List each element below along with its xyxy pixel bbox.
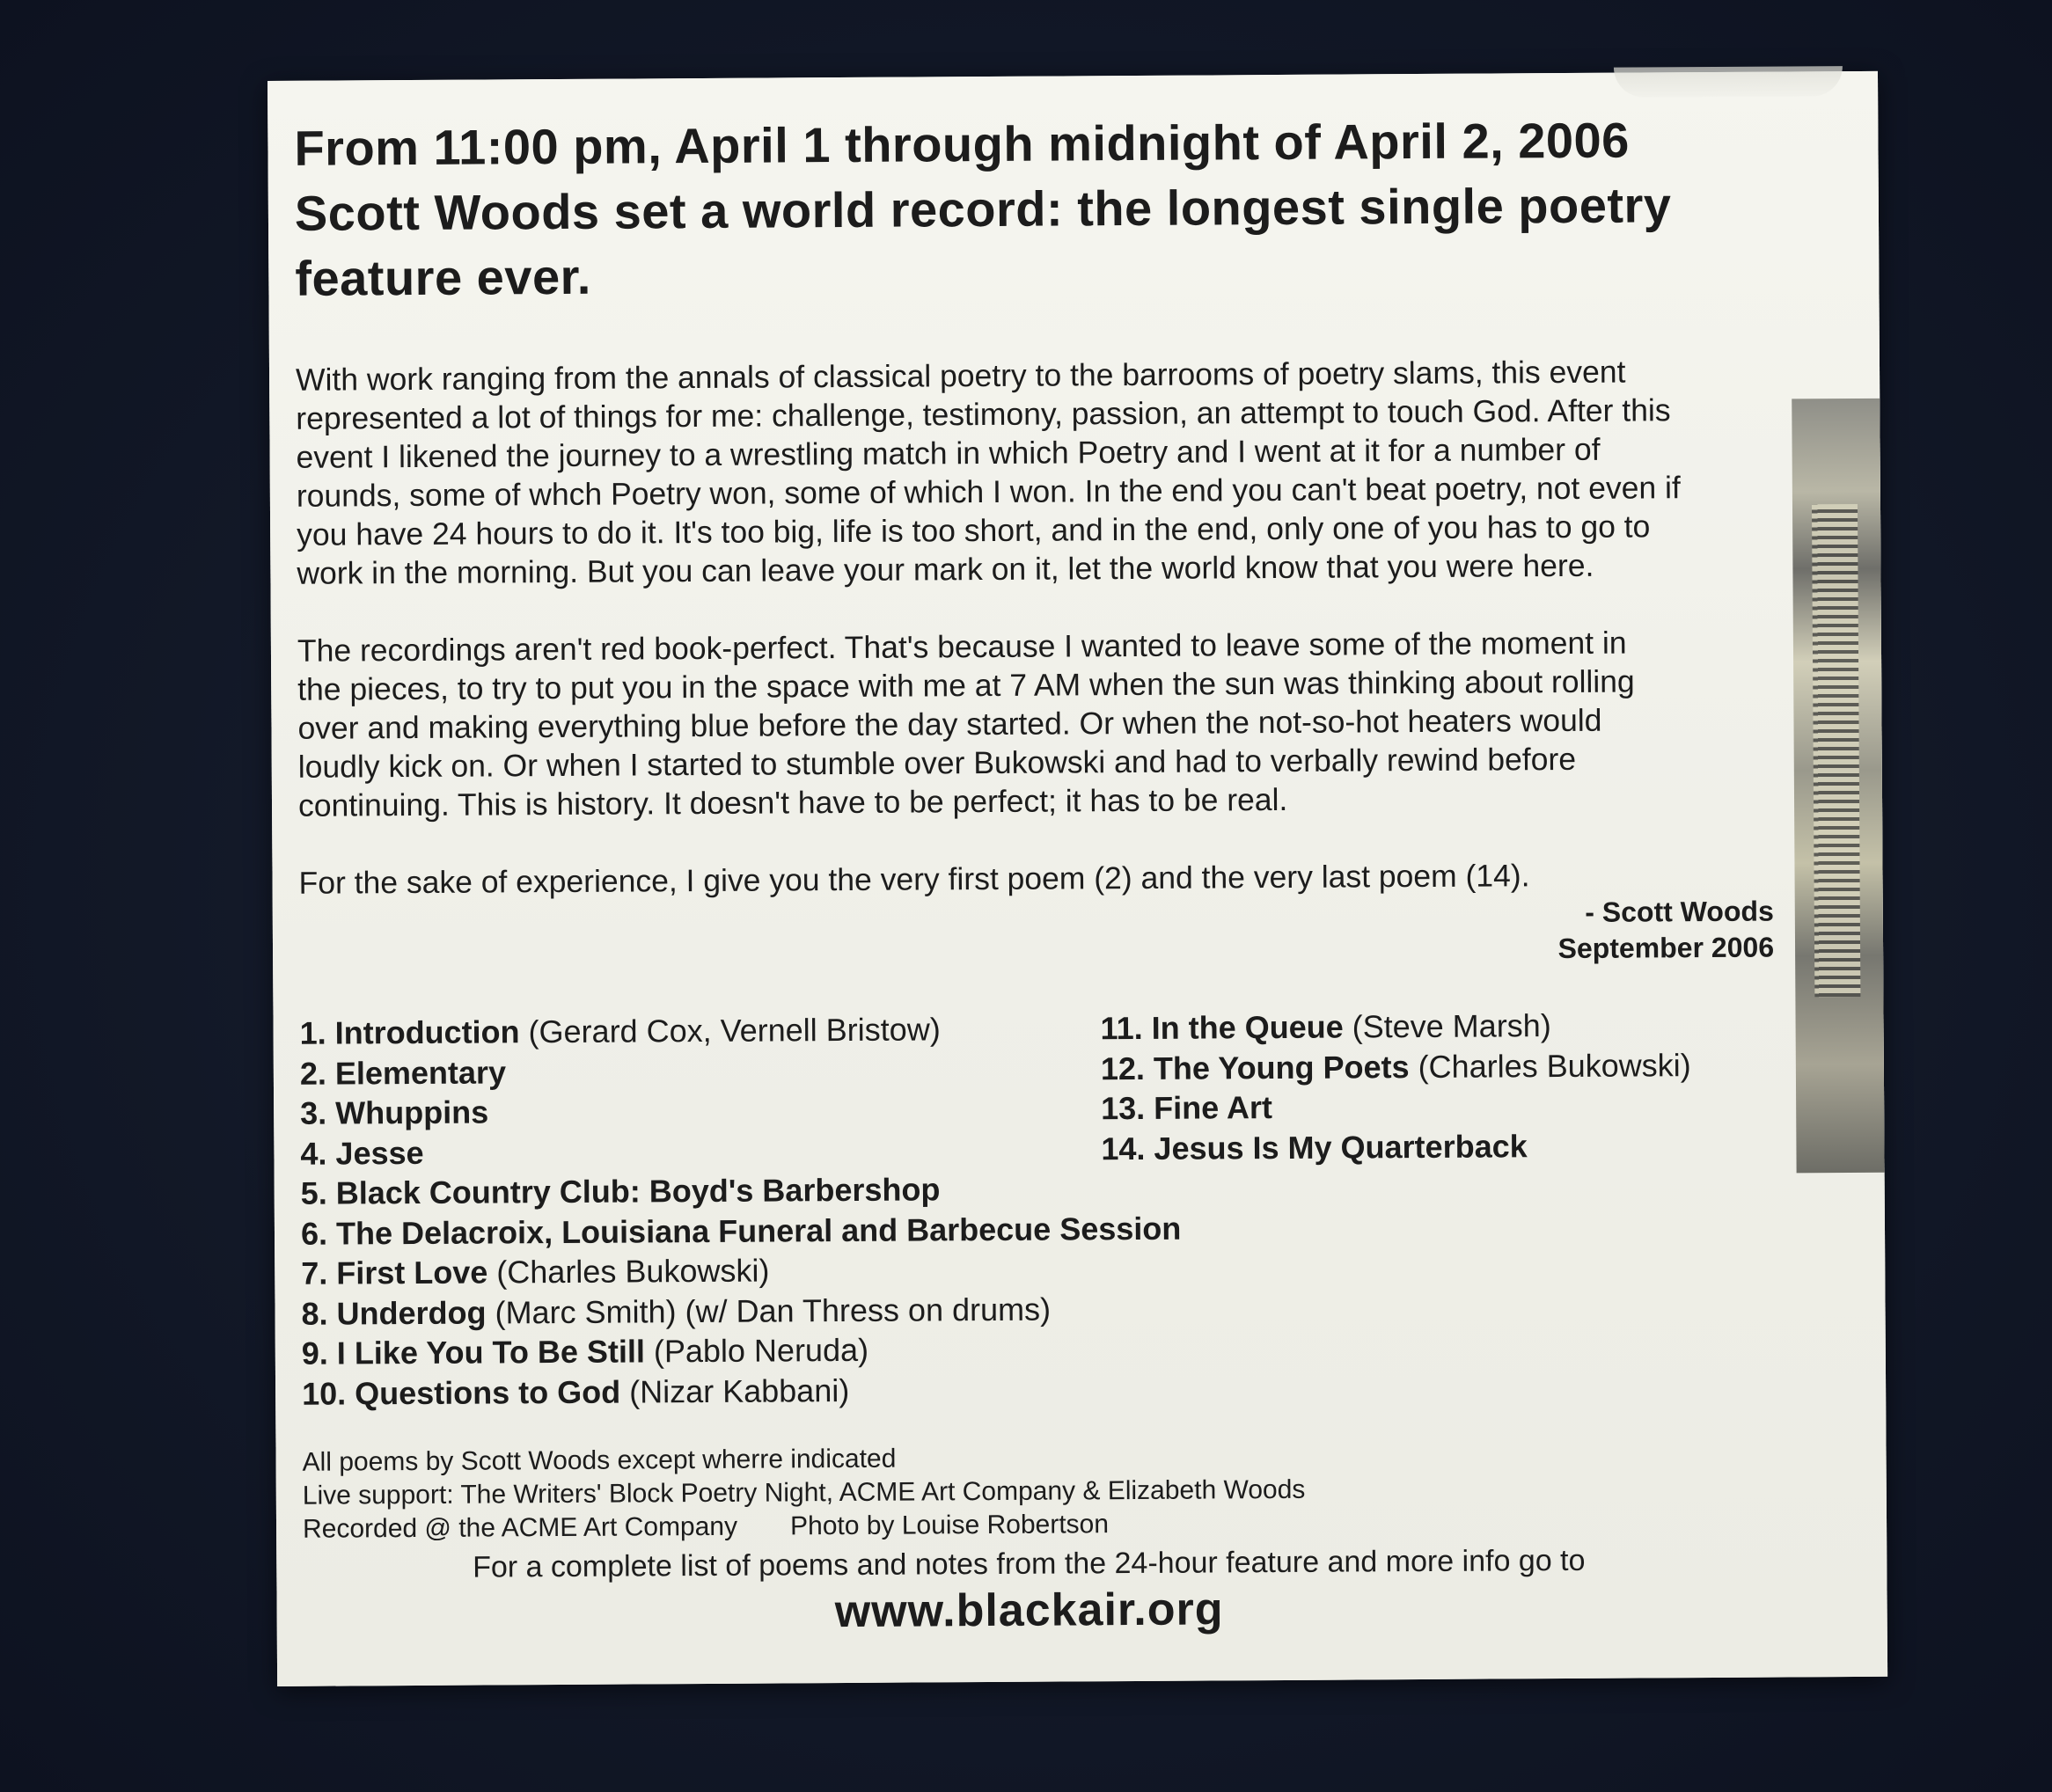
paragraph-3: For the sake of experience, I give you the very first poem (2) and the very last poem (14). xyxy=(298,858,1530,901)
track-title: 10. Questions to God xyxy=(301,1373,621,1412)
track-credit: (Marc Smith) (w/ Dan Thress on drums) xyxy=(486,1291,1052,1331)
track-item xyxy=(302,1368,1183,1414)
track-column-left xyxy=(299,1008,1182,1414)
track-item xyxy=(301,1208,1182,1254)
track-credit: (Nizar Kabbani) xyxy=(620,1371,850,1410)
credits-line: All poems by Scott Woods except wherre indicated xyxy=(302,1444,897,1477)
paragraph-line: over and making everything blue before the day started. Or when the not-so-hot heaters would xyxy=(297,702,1602,746)
more-info-text: For a complete list of poems and notes from the 24-hour feature and more info go to xyxy=(473,1543,1586,1584)
headline-line: feature ever. xyxy=(295,248,592,306)
track-item xyxy=(301,1288,1182,1334)
credits xyxy=(302,1437,1772,1547)
track-title: 8. Underdog xyxy=(301,1294,487,1332)
headline-line: Scott Woods set a world record: the longest single poetry xyxy=(294,177,1672,241)
paragraph-line: rounds, some of whch Poetry won, some of which I won. In the end you can't beat poetry, not even if xyxy=(296,470,1681,514)
paragraph-1 xyxy=(296,352,1767,593)
track-item xyxy=(300,1088,1181,1134)
track-item xyxy=(302,1328,1183,1374)
credits-line: Live support: The Writers' Block Poetry Night, ACME Art Company & Elizabeth Woods xyxy=(302,1474,1306,1510)
insert-content xyxy=(294,107,1773,1643)
track-item xyxy=(301,1168,1182,1214)
track-title: 3. Whuppins xyxy=(300,1093,489,1131)
paragraph-line: event I likened the journey to a wrestling match in which Poetry and I went at it for a number of xyxy=(296,431,1601,475)
track-item xyxy=(301,1248,1182,1294)
track-title: 12. The Young Poets xyxy=(1100,1048,1410,1086)
track-item xyxy=(1101,1085,1691,1129)
track-list xyxy=(299,1005,1771,1427)
track-title: 2. Elementary xyxy=(299,1053,507,1092)
track-item xyxy=(300,1128,1181,1174)
track-title: 7. First Love xyxy=(301,1254,488,1291)
track-credit: (Steve Marsh) xyxy=(1343,1007,1551,1045)
track-title: 11. In the Queue xyxy=(1100,1008,1344,1047)
track-item xyxy=(1101,1125,1691,1169)
website-url[interactable]: www.blackair.org xyxy=(834,1584,1224,1638)
track-title: 5. Black Country Club: Boyd's Barbershop xyxy=(300,1171,941,1211)
paragraph-line: loudly kick on. Or when I started to stumble over Bukowski and had to verbally rewind before xyxy=(297,741,1577,785)
track-credit: (Pablo Neruda) xyxy=(644,1331,869,1370)
paragraph-line: continuing. This is history. It doesn't have to be perfect; it has to be real. xyxy=(297,781,1288,823)
building-photo xyxy=(1812,504,1860,997)
paragraph-line: represented a lot of things for me: challenge, testimony, passion, an attempt to touch God. After this xyxy=(296,392,1671,436)
paragraph-line: work in the morning. But you can leave your mark on it, let the world know that you were here. xyxy=(297,547,1594,591)
track-title: 14. Jesus Is My Quarterback xyxy=(1101,1127,1528,1167)
track-column-right xyxy=(1100,1005,1691,1168)
track-credit: (Charles Bukowski) xyxy=(487,1252,770,1291)
track-title: 4. Jesse xyxy=(300,1134,424,1172)
track-title: 13. Fine Art xyxy=(1101,1089,1272,1127)
headline xyxy=(294,107,1764,311)
track-item xyxy=(300,1048,1181,1093)
photo-strip xyxy=(1792,399,1884,1174)
track-title: 1. Introduction xyxy=(299,1013,520,1051)
track-credit: (Charles Bukowski) xyxy=(1409,1046,1691,1085)
track-title: 9. I Like You To Be Still xyxy=(301,1333,646,1371)
paper-fold xyxy=(1614,66,1843,98)
track-item xyxy=(1100,1005,1690,1049)
photo-credit: Photo by Louise Robertson xyxy=(789,1510,1110,1541)
recorded-credit: Recorded @ the ACME Art Company xyxy=(302,1511,738,1544)
paragraph-line: the pieces, to try to put you in the space with me at 7 AM when the sun was thinking about rolling xyxy=(297,663,1635,707)
paragraph-line: With work ranging from the annals of classical poetry to the barrooms of poetry slams, this event xyxy=(295,354,1626,398)
signature-name: - Scott Woods xyxy=(1585,895,1774,928)
track-item xyxy=(299,1008,1180,1054)
paragraph-2 xyxy=(297,623,1768,825)
signature xyxy=(299,894,1774,975)
track-item xyxy=(1101,1045,1691,1089)
headline-line: From 11:00 pm, April 1 through midnight of April 2, 2006 xyxy=(294,112,1631,176)
signature-date: September 2006 xyxy=(1557,931,1775,965)
track-credit: (Gerard Cox, Vernell Bristow) xyxy=(519,1011,941,1050)
paragraph-line: you have 24 hours to do it. It's too big, life is too short, and in the end, only one of you has to go to xyxy=(297,508,1651,552)
track-title: 6. The Delacroix, Louisiana Funeral and Barbecue Session xyxy=(300,1210,1182,1252)
cd-insert xyxy=(267,71,1887,1686)
paragraph-line: The recordings aren't red book-perfect. That's because I wanted to leave some of the moment in xyxy=(297,625,1627,669)
